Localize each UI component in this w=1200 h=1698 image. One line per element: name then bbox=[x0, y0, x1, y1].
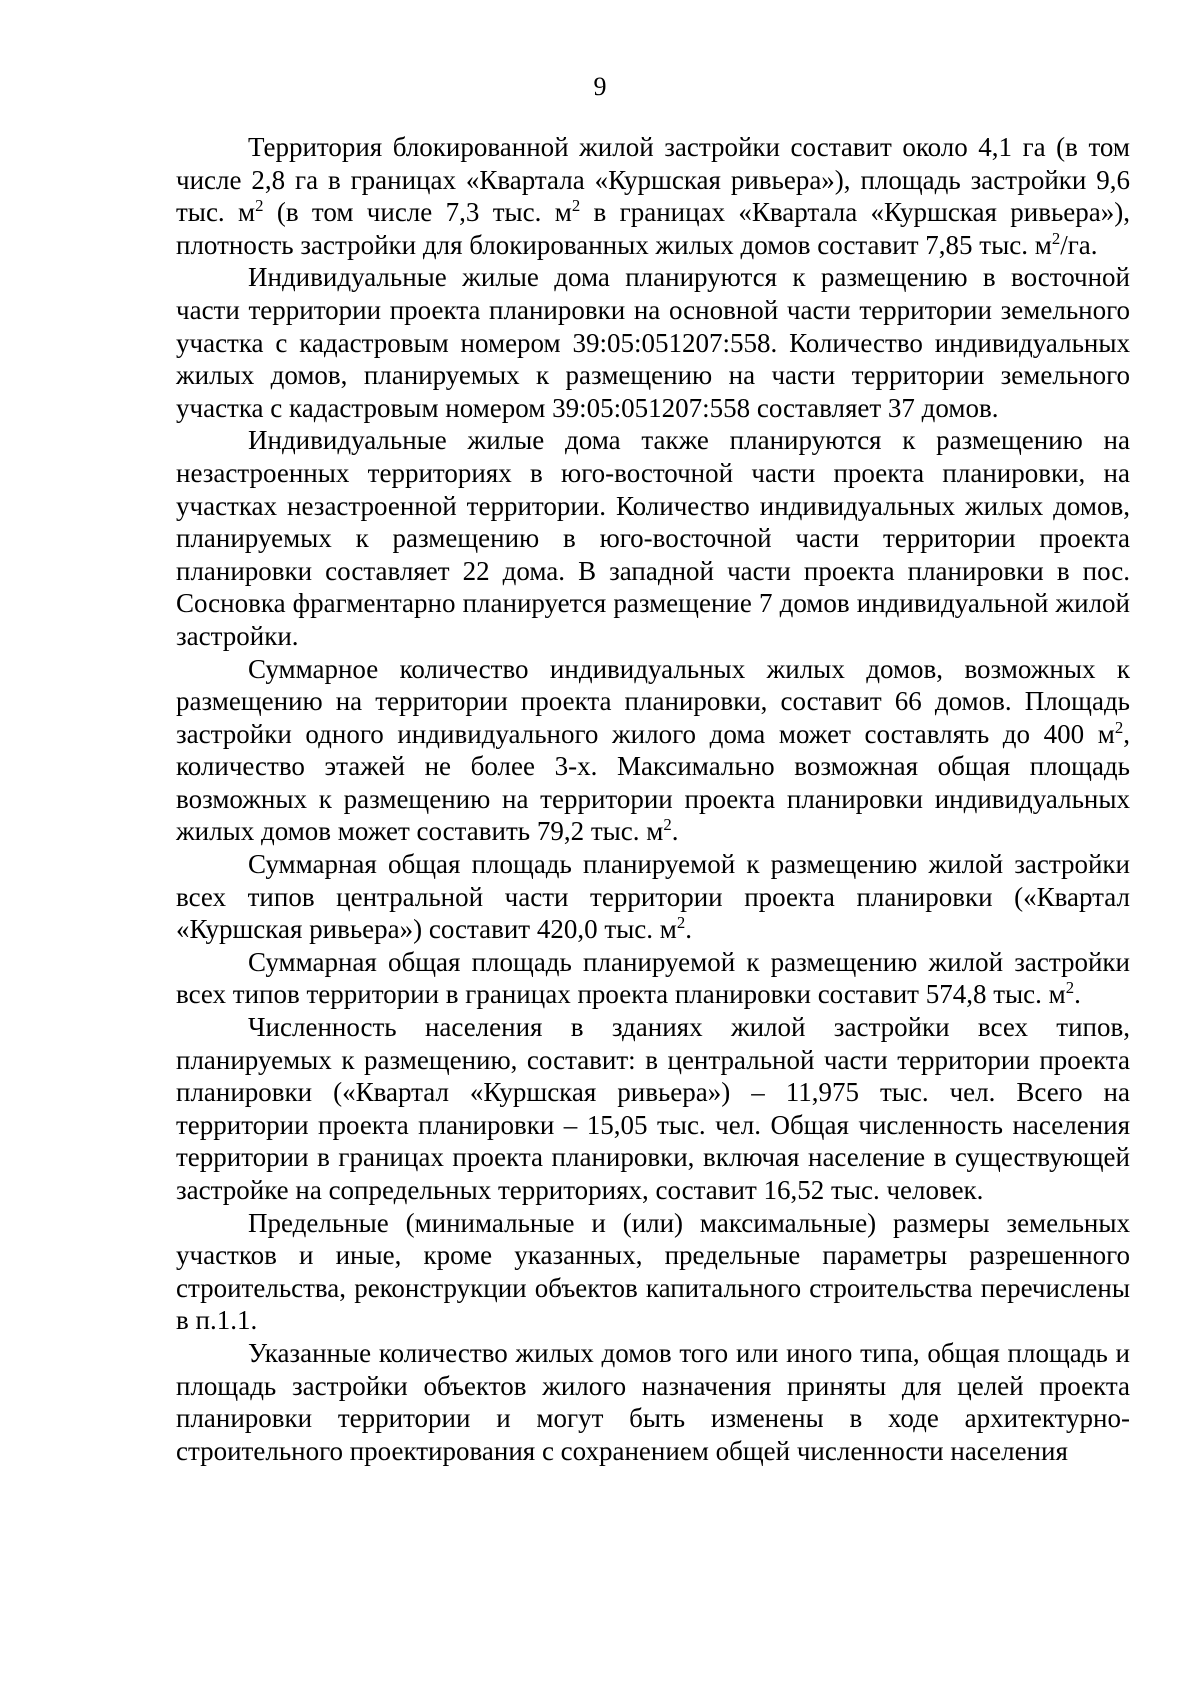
paragraph-text: Суммарное количество индивидуальных жилых домов, возможных к размещению на территории проекта планировки, составит 66 домов. Площадь застройки одного индивидуального жилого дома может составлять до 400 м bbox=[176, 653, 1130, 749]
superscript: 2 bbox=[1065, 978, 1075, 998]
paragraph-text: . bbox=[1074, 979, 1081, 1010]
paragraph bbox=[176, 848, 1130, 946]
paragraph-text: Территория блокированной жилой застройки составит около 4,1 га (в том числе 2,8 га в границах «Квартала «Куршская ривьера»), площадь застройки 9,6 тыс. м bbox=[176, 132, 1130, 228]
paragraph-text: в границах «Квартала «Куршская ривьера»), плотность застройки для блокированных жилых домов составит 7,85 тыс. м bbox=[176, 197, 1130, 260]
paragraph-text: Предельные (минимальные и (или) максимальные) размеры земельных участков и иные, кроме указанных, предельные параметры разрешенного строительства, реконструкции объектов капитального строительства перечислены в п.1.1. bbox=[176, 1207, 1130, 1336]
paragraph-text: Индивидуальные жилые дома также планируются к размещению на незастроенных территориях в юго-восточной части проекта планировки, на участках незастроенной территории. Количество индивидуальных жилых домов, планируемых к размещению в юго-восточной части территории проекта планировки составляет 22 дома. В западной части проекта планировки в пос. Сосновка фрагментарно планируется размещение 7 домов индивидуальной жилой застройки. bbox=[176, 425, 1130, 651]
paragraph-text: . bbox=[685, 914, 692, 945]
page-number: 9 bbox=[593, 72, 607, 101]
paragraph-text: Суммарная общая площадь планируемой к размещению жилой застройки всех типов территории в границах проекта планировки составит 574,8 тыс. м bbox=[176, 946, 1130, 1010]
paragraph bbox=[176, 946, 1130, 1011]
superscript: 2 bbox=[571, 196, 581, 216]
paragraph-text: , количество этажей не более 3-х. Максимально возможная общая площадь возможных к размещению на территории проекта планировки индивидуальных жилых домов может составить 79,2 тыс. м bbox=[176, 718, 1130, 847]
superscript: 2 bbox=[255, 196, 264, 216]
superscript: 2 bbox=[663, 815, 672, 835]
paragraph-text: (в том числе 7,3 тыс. м bbox=[263, 197, 572, 228]
paragraph bbox=[176, 1337, 1130, 1467]
superscript: 2 bbox=[1051, 228, 1061, 248]
paragraph-text: Указанные количество жилых домов того или иного типа, общая площадь и площадь застройки объектов жилого назначения приняты для целей проекта планировки территории и могут быть изменены в ходе архитектурно-строительного проектирования с сохранением общей численности населения bbox=[176, 1337, 1130, 1466]
paragraph bbox=[176, 424, 1130, 652]
paragraph-text: /га. bbox=[1060, 229, 1098, 260]
paragraph-text: Суммарная общая площадь планируемой к размещению жилой застройки всех типов центральной части территории проекта планировки («Квартал «Куршская ривьера») составит 420,0 тыс. м bbox=[176, 849, 1130, 945]
paragraph bbox=[176, 1011, 1130, 1207]
superscript: 2 bbox=[1114, 717, 1124, 737]
paragraph bbox=[176, 653, 1130, 849]
superscript: 2 bbox=[676, 913, 686, 933]
paragraph-text: . bbox=[671, 816, 679, 847]
paragraph-text: Численность населения в зданиях жилой застройки всех типов, планируемых к размещению, составит: в центральной части территории проекта планировки («Квартал «Куршская ривьера») – 11,975 тыс. чел. Всего на территории проекта планировки – 15,05 тыс. чел. Общая численность населения территории в границах проекта планировки, включая население в существующей застройке на сопредельных территориях, составит 16,52 тыс. человек. bbox=[176, 1012, 1130, 1205]
paragraph bbox=[176, 131, 1130, 261]
paragraph-text: Индивидуальные жилые дома планируются к размещению в восточной части территории проекта планировки на основной части территории земельного участка с кадастровым номером 39:05:051207:558. Количество индивидуальных жилых домов, планируемых к размещению на части территории земельного участка с кадастровым номером 39:05:051207:558 составляет 37 домов. bbox=[176, 262, 1130, 423]
body-text bbox=[176, 131, 1130, 1467]
paragraph bbox=[176, 261, 1130, 424]
paragraph bbox=[176, 1207, 1130, 1337]
